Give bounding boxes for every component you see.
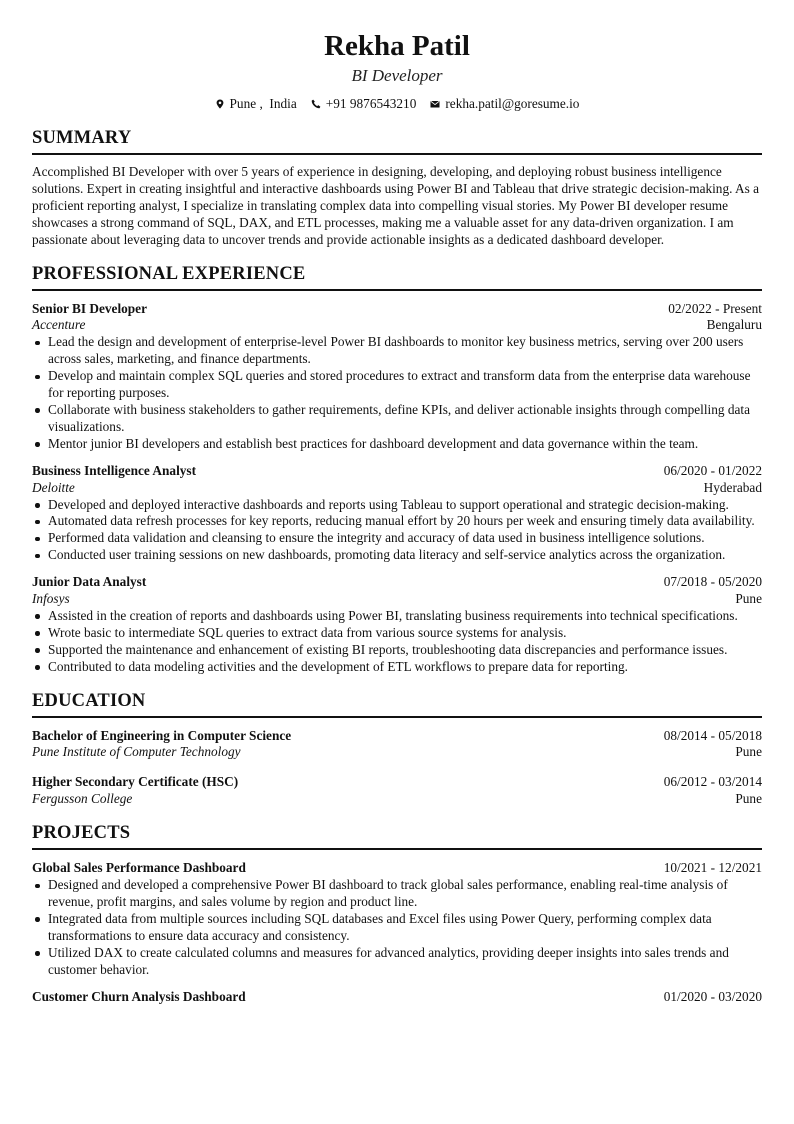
project-title: Customer Churn Analysis Dashboard xyxy=(32,988,246,1004)
bullet-item: Integrated data from multiple sources including SQL databases and Excel files using Power Query, performing complex data transformations to ensure data accuracy and consistency. xyxy=(32,911,762,945)
bullet-item: Lead the design and development of enterprise-level Power BI dashboards to monitor key business metrics, serving over 200 users across sales, marketing, and finance departments. xyxy=(32,334,762,368)
bullet-item: Utilized DAX to create calculated columns and measures for advanced analytics, providing deeper insights into sales trends and customer behavior. xyxy=(32,945,762,979)
contact-bar xyxy=(32,95,762,112)
job-dates: 02/2022 - Present xyxy=(668,300,762,316)
job-entry xyxy=(32,574,762,675)
job-company: Accenture xyxy=(32,317,86,333)
bullet-item: Supported the maintenance and enhancement of existing BI reports, troubleshooting data discrepancies and performance issues. xyxy=(32,642,762,659)
bullet-item: Assisted in the creation of reports and dashboards using Power BI, translating business requirements into technical specifications. xyxy=(32,608,762,625)
bullet-item: Performed data validation and cleansing to ensure the integrity and accuracy of data used in business intelligence solutions. xyxy=(32,530,762,547)
candidate-name: Rekha Patil xyxy=(324,30,470,62)
education-entry xyxy=(32,728,762,762)
summary-heading: SUMMARY xyxy=(32,127,762,155)
job-company: Deloitte xyxy=(32,479,75,495)
education-heading: EDUCATION xyxy=(32,690,762,718)
project-entry xyxy=(32,860,762,978)
bullet-item: Contributed to data modeling activities and the development of ETL workflows to prepare data for reporting. xyxy=(32,659,762,676)
school-name: Fergusson College xyxy=(32,791,133,807)
bullet-item: Wrote basic to intermediate SQL queries to extract data from various source systems for analysis. xyxy=(32,625,762,642)
summary-text: Accomplished BI Developer with over 5 years of experience in designing, developing, and deploying robust business intelligence solutions. Expert in creating insightful and interactive dashboards using Power BI and Tableau that drive strategic decision-making. As a proficient reporting analyst, I specialize in translating complex data into compelling visual stories. My Power BI developer resume showcases a strong command of SQL, DAX, and ETL processes, making me a valuable asset for any data-driven organization. I am passionate about leveraging data to uncover trends and provide actionable insights as a dedicated dashboard developer. xyxy=(32,164,760,247)
school-name: Pune Institute of Computer Technology xyxy=(32,744,241,760)
job-entry xyxy=(32,301,762,453)
job-bullets xyxy=(32,497,762,565)
degree-title: Higher Secondary Certificate (HSC) xyxy=(32,774,239,790)
phone-text[interactable]: +91 9876543210 xyxy=(325,96,417,111)
job-dates: 07/2018 - 05/2020 xyxy=(663,574,762,590)
school-location: Pune xyxy=(735,791,762,807)
bullet-item: Automated data refresh processes for key reports, reducing manual effort by 20 hours per week and ensuring timely data availability. xyxy=(32,513,762,530)
job-bullets xyxy=(32,334,762,452)
contact-email xyxy=(430,95,579,112)
education-dates: 06/2012 - 03/2014 xyxy=(663,774,762,790)
job-title: Junior Data Analyst xyxy=(32,574,147,590)
contact-location xyxy=(215,95,297,112)
email-text[interactable]: rekha.patil@goresume.io xyxy=(445,96,580,111)
education-entry xyxy=(32,774,762,808)
candidate-role: BI Developer xyxy=(351,66,443,85)
project-title: Global Sales Performance Dashboard xyxy=(32,860,246,876)
bullet-item: Developed and deployed interactive dashboards and reports using Tableau to support operational and strategic decision-making. xyxy=(32,497,762,514)
job-location: Pune xyxy=(735,591,762,607)
job-company: Infosys xyxy=(32,591,70,607)
bullet-item: Conducted user training sessions on new dashboards, promoting data literacy and self-service analytics across the organization. xyxy=(32,547,762,564)
degree-title: Bachelor of Engineering in Computer Science xyxy=(32,727,292,743)
project-entry xyxy=(32,989,762,1006)
phone-icon xyxy=(311,99,321,109)
project-dates: 10/2021 - 12/2021 xyxy=(663,860,762,876)
school-location: Pune xyxy=(735,744,762,760)
experience-heading: PROFESSIONAL EXPERIENCE xyxy=(32,263,762,291)
project-bullets xyxy=(32,877,762,978)
contact-phone xyxy=(311,95,417,112)
job-location: Hyderabad xyxy=(703,479,762,495)
job-title: Senior BI Developer xyxy=(32,300,147,316)
location-pin-icon xyxy=(215,99,225,109)
job-bullets xyxy=(32,608,762,676)
education-dates: 08/2014 - 05/2018 xyxy=(663,727,762,743)
job-location: Bengaluru xyxy=(706,317,762,333)
bullet-item: Collaborate with business stakeholders to gather requirements, define KPIs, and deliver actionable insights through compelling data visualizations. xyxy=(32,402,762,436)
bullet-item: Develop and maintain complex SQL queries and stored procedures to extract and transform data from the enterprise data warehouse for reporting purposes. xyxy=(32,368,762,402)
location-text: Pune , India xyxy=(229,96,297,111)
bullet-item: Mentor junior BI developers and establish best practices for dashboard development and data governance within the team. xyxy=(32,436,762,453)
project-dates: 01/2020 - 03/2020 xyxy=(663,988,762,1004)
projects-heading: PROJECTS xyxy=(32,822,762,850)
bullet-item: Designed and developed a comprehensive Power BI dashboard to track global sales performance, enabling real-time analysis of revenue, profit margins, and sales volume by region and product line. xyxy=(32,877,762,911)
job-entry xyxy=(32,463,762,564)
envelope-icon xyxy=(430,99,440,109)
job-title: Business Intelligence Analyst xyxy=(32,462,197,478)
job-dates: 06/2020 - 01/2022 xyxy=(663,462,762,478)
